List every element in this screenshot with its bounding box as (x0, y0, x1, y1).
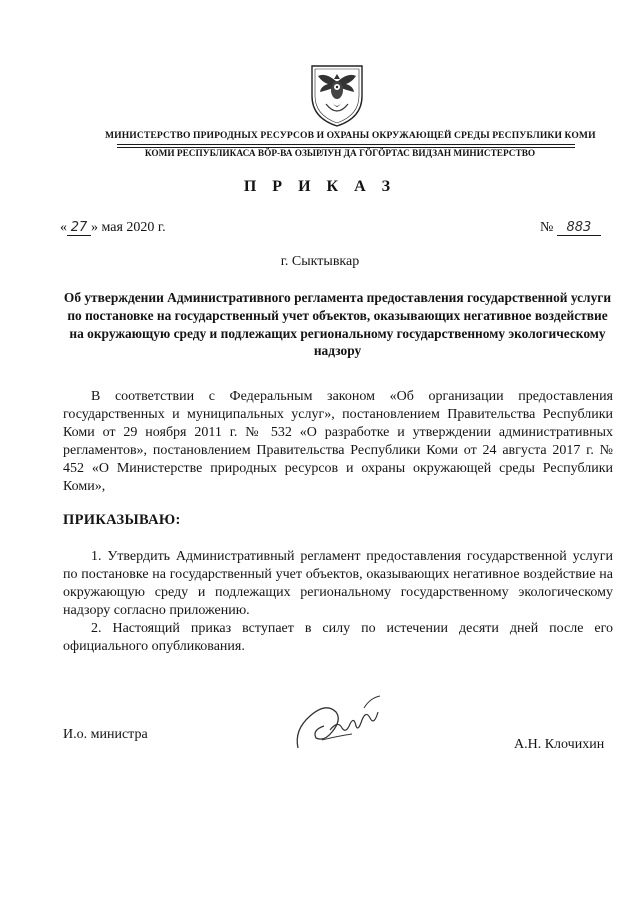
header-divider-thin (117, 147, 575, 148)
komi-republic-emblem-icon (306, 60, 368, 128)
ministry-name-ru: МИНИСТЕРСТВО ПРИРОДНЫХ РЕСУРСОВ И ОХРАНЫ ОКРУЖАЮЩЕЙ СРЕДЫ РЕСПУБЛИКИ КОМИ (105, 130, 596, 141)
preamble-paragraph: В соответствии с Федеральным законом «Об организации предоставления государственных и муниципальных услуг», постановлением Правительства Республики Коми от 29 ноября 2011 г. № 532 «О разработке и утверждении административных регламентов», постановлением Правительства Республики Коми от 24 августа 2017 г. № 452 «О Министерстве природных ресурсов и охраны окружающей среды Республики Коми», (63, 389, 613, 494)
handwritten-signature (292, 690, 387, 755)
date-open-quote: « (60, 220, 67, 235)
date-day: 27 (67, 220, 91, 236)
order-item-2: 2. Настоящий приказ вступает в силу по истечении десяти дней после его официального опубликования. (63, 621, 613, 654)
order-item-1: 1. Утвердить Административный регламент предоставления государственной услуги по постановке на государственный учет объектов, оказывающих негативное воздействие на окружающую среду и подлежащих региональному государственному экологическому надзору согласно приложению. (63, 549, 613, 618)
date-close-quote: » (91, 220, 98, 235)
date-month-year: мая 2020 г. (101, 220, 166, 235)
signatory-name: А.Н. Клочихин (514, 737, 605, 752)
number-prefix: № (540, 220, 554, 235)
header-divider-thick (117, 144, 575, 145)
order-number (540, 220, 601, 236)
number-value: 883 (557, 220, 601, 236)
order-date (60, 220, 166, 236)
order-word: ПРИКАЗЫВАЮ: (63, 512, 181, 528)
document-type-heading: П Р И К А З (243, 178, 397, 195)
city-line: г. Сыктывкар (280, 254, 360, 269)
signatory-role: И.о. министра (63, 727, 148, 742)
order-title: Об утверждении Административного регламента предоставления государственной услуги по постановке на государственный учет объектов, оказывающих негативное воздействие на окружающую среду и подлежащих региональному государственному экологическому надзору (63, 290, 612, 359)
ministry-name-komi: КОМИ РЕСПУБЛИКАСА ВӦР-ВА ОЗЫРЛУН ДА ГӦГӦРТАС ВИДЗАН МИНИСТЕРСТВО (144, 149, 536, 159)
